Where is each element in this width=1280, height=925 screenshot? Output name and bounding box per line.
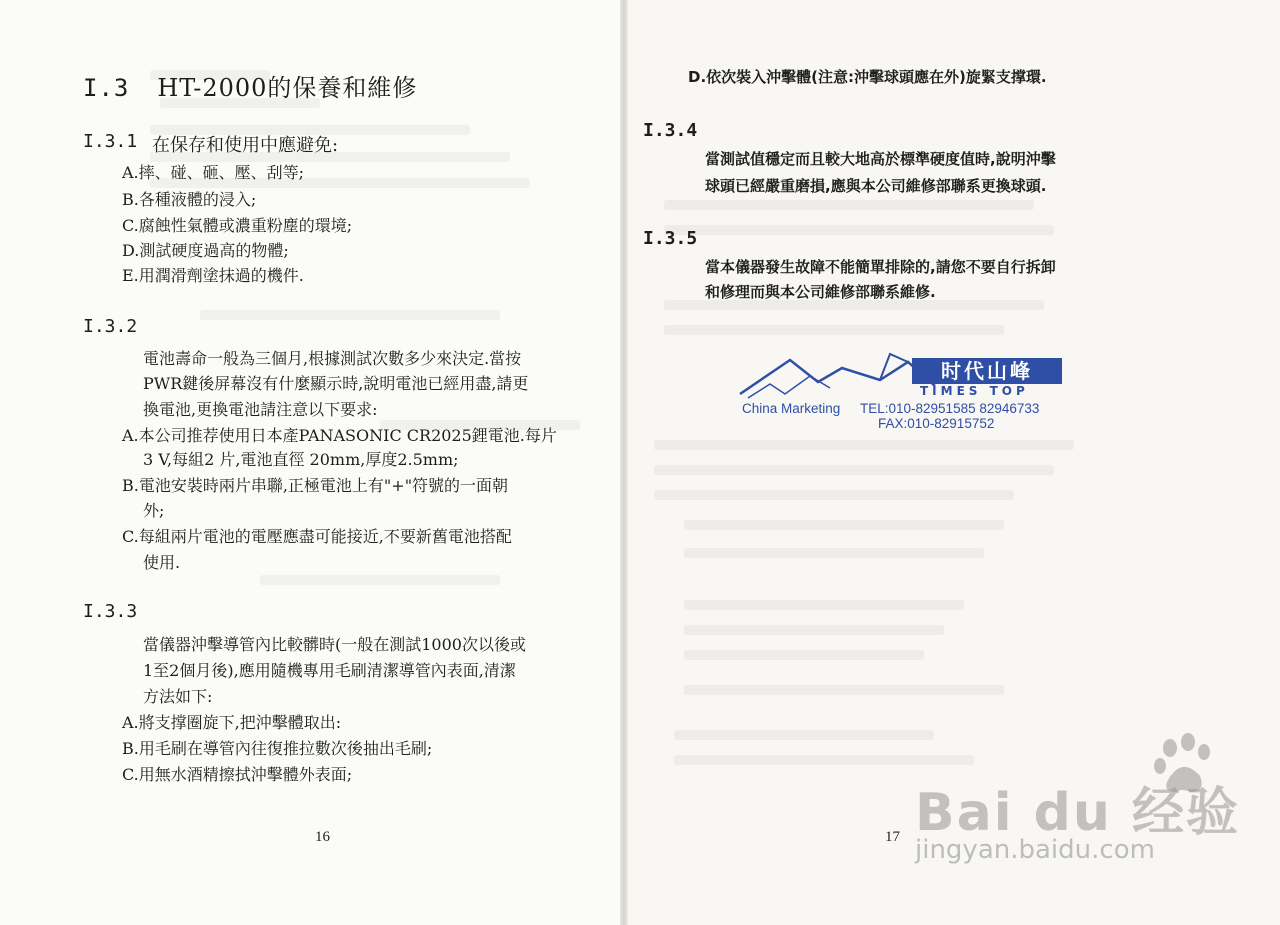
paragraph-line: 當儀器沖擊導管內比較髒時(一般在測試1000次以後或 [143,635,526,654]
list-item: A.摔、碰、砸、壓、刮等; [122,163,305,182]
section-number: I.3 [83,74,130,102]
paragraph-line: 球頭已經嚴重磨損,應與本公司維修部聯系更換球頭. [705,177,1047,195]
logo-marketing: China Marketing [742,401,841,416]
list-item: D.依次裝入沖擊體(注意:沖擊球頭應在外)旋緊支撑環. [688,68,1047,86]
list-item: 3 V,每組2 片,電池直徑 20mm,厚度2.5mm; [143,450,459,469]
logo-brand-cn: 时代山峰 [912,358,1062,384]
list-item: D.測試硬度過高的物體; [122,241,289,260]
paragraph-line: 方法如下: [143,687,213,706]
page-number: 17 [885,829,900,845]
logo-brand-en: TIMES TOP [920,384,1029,398]
watermark-url: jingyan.baidu.com [915,835,1155,865]
page-number: 16 [315,829,330,845]
list-item: A.將支撑圈旋下,把沖擊體取出: [122,713,342,732]
list-item: 使用. [143,553,181,572]
section-title: HT-2000的保養和維修 [157,74,418,102]
list-item: A.本公司推荐使用日本產PANASONIC CR2025鋰電池.每片 [122,426,557,445]
logo-fax: FAX:010-82915752 [878,416,995,431]
subsection-3-number: I.3.3 [83,601,138,622]
paragraph-line: PWR鍵後屏幕沒有什麼顯示時,說明電池已經用盡,請更 [143,374,529,393]
subsection-2-number: I.3.2 [83,316,138,337]
subsection-1-number: I.3.1 [83,131,138,152]
paragraph-line: 和修理而與本公司維修部聯系維修. [705,283,936,301]
list-item: C.每組兩片電池的電壓應盡可能接近,不要新舊電池搭配 [122,527,512,546]
paragraph-line: 當測試值穩定而且較大地高於標準硬度值時,說明沖擊 [705,150,1056,168]
paragraph-line: 換電池,更換電池請注意以下要求: [143,400,378,419]
book-spine [620,0,628,925]
list-item: E.用潤滑劑塗抹過的機件. [122,266,304,285]
list-item: C.腐蝕性氣體或濃重粉塵的環境; [122,216,353,235]
subsection-4-number: I.3.4 [643,120,698,141]
list-item: 外; [143,501,165,520]
paragraph-line: 1至2個月後),應用隨機專用毛刷清潔導管內表面,清潔 [143,661,516,680]
list-item: C.用無水酒精擦拭沖擊體外表面; [122,765,353,784]
list-item: B.各種液體的浸入; [122,190,257,209]
paragraph-line: 電池壽命一般為三個月,根據測試次數多少來決定.當按 [143,349,522,368]
list-item: B.用毛刷在導管內往復推拉數次後抽出毛刷; [122,739,433,758]
watermark-logo: Bai du 经验 [915,783,1240,843]
subsection-5-number: I.3.5 [643,228,698,249]
logo-tel: TEL:010-82951585 82946733 [860,401,1040,416]
paragraph-line: 當本儀器發生故障不能簡單排除的,請您不要自行拆卸 [705,258,1056,276]
subsection-1-heading: 在保存和使用中應避免: [152,135,339,156]
section-heading [83,68,417,103]
list-item: B.電池安裝時兩片串聯,正極電池上有"+"符號的一面朝 [122,476,509,495]
